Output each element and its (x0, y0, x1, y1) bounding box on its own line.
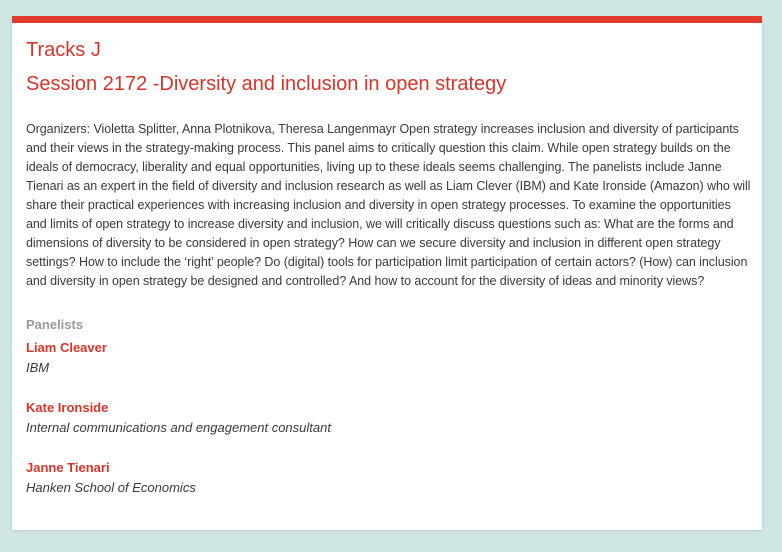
panelist-name: Janne Tienari (26, 460, 110, 475)
panelist-name: Liam Cleaver (26, 340, 107, 355)
card-accent-bar (12, 16, 762, 23)
panelists-heading: Panelists (26, 317, 84, 332)
session-description: Organizers: Violetta Splitter, Anna Plotnikova, Theresa Langenmayr Open strategy increases inclusion and diversity of participants and their views in the strategy-making process. This panel aims to critically question this claim. While open strategy builds on the ideals of democracy, liberality and equal opportunities, living up to these ideals seems challenging. The panelists include Janne Tienari as an expert in the field of diversity and inclusion research as well as Liam Clever (IBM) and Kate Ironside (Amazon) who will share their practical experiences with increasing inclusion and diversity in open strategy processes. To examine the opportunities and limits of open strategy to increase diversity and inclusion, we will critically discuss questions such as: What are the forms and dimensions of diversity to be considered in open strategy? How can we secure diversity and inclusion in different open strategy settings? How to include the ‘right’ people? Do (digital) tools for participation limit participation of certain actors? (How) can inclusion and diversity in open strategy be designed and controlled? And how to account for the diversity of ideas and minority views? (26, 122, 751, 288)
panelist-affiliation: Internal communications and engagement consultant (26, 420, 331, 435)
panelist-affiliation: IBM (26, 360, 50, 375)
panelist-item (26, 338, 107, 378)
panelist-item (26, 398, 331, 438)
panelist-name: Kate Ironside (26, 400, 109, 415)
session-card (12, 16, 762, 530)
panelist-affiliation: Hanken School of Economics (26, 480, 196, 495)
panelist-item (26, 458, 196, 498)
session-title: Session 2172 -Diversity and inclusion in open strategy (26, 73, 507, 95)
track-title: Tracks J (26, 39, 101, 61)
